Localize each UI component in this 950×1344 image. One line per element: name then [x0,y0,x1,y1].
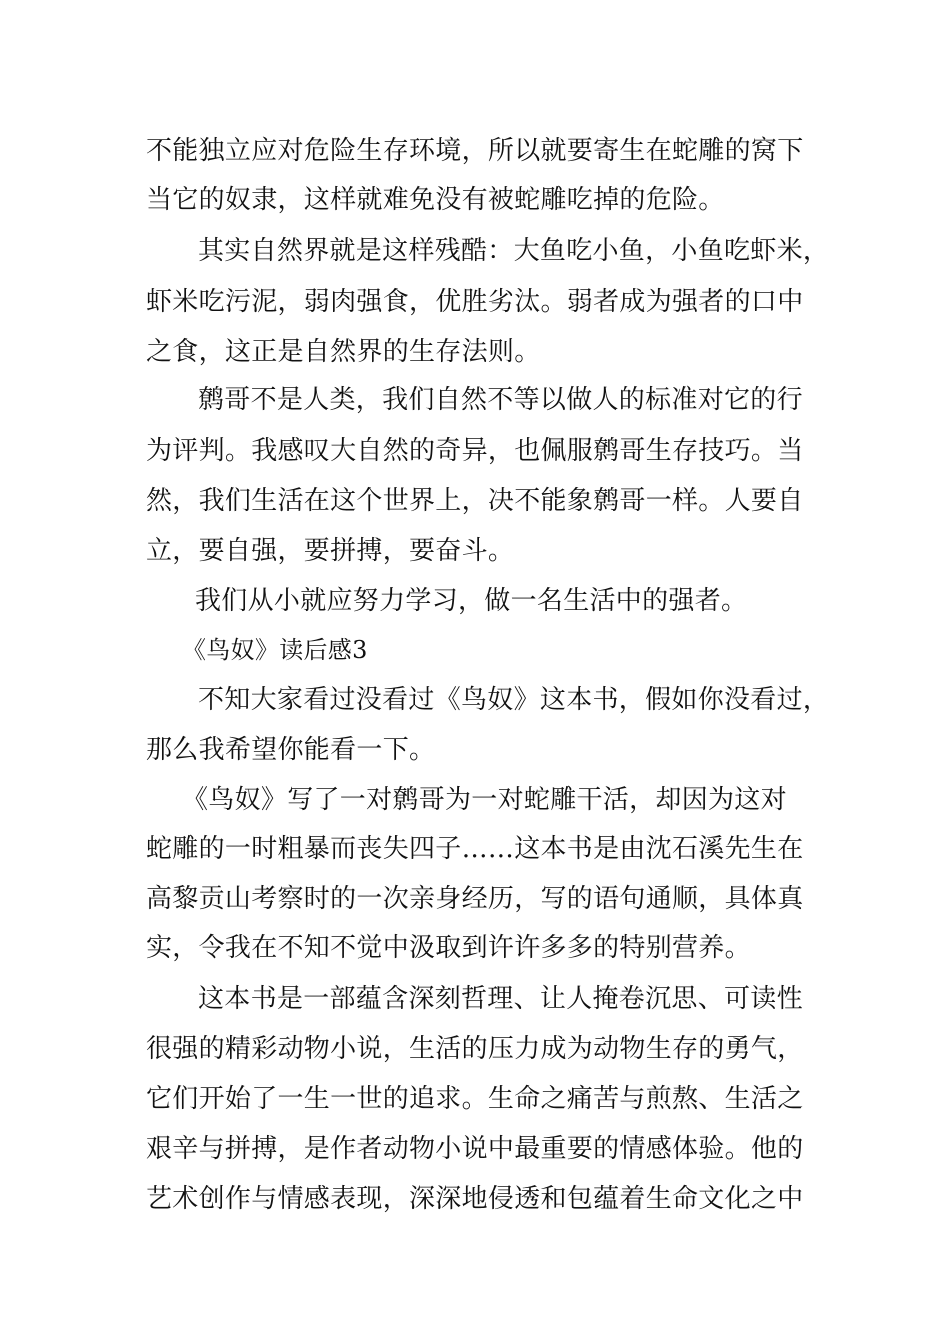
text-line: 艺术创作与情感表现，深深地侵透和包蕴着生命文化之中 [146,1184,804,1214]
paragraph-first-line: 不知大家看过没看过《鸟奴》这本书，假如你没看过， [198,685,830,715]
paragraph-first-line: 这本书是一部蕴含深刻哲理、让人掩卷沉思、可读性 [198,984,803,1014]
text-line: 不能独立应对危险生存环境，所以就要寄生在蛇雕的窝下 [146,136,804,166]
paragraph-first-line: 我们从小就应努力学习，做一名生活中的强者。 [195,586,748,616]
text-line: 那么我希望你能看一下。 [146,735,436,765]
text-line: 实，令我在不知不觉中汲取到许许多多的特别营养。 [146,933,751,963]
text-line: 很强的精彩动物小说，生活的压力成为动物生存的勇气， [146,1034,804,1064]
paragraph-first-line: 鹩哥不是人类，我们自然不等以做人的标准对它的行 [198,385,803,415]
text-line: 之食，这正是自然界的生存法则。 [146,337,541,367]
paragraph-first-line: 其实自然界就是这样残酷：大鱼吃小鱼，小鱼吃虾米， [198,236,830,266]
text-line: 艰辛与拼搏，是作者动物小说中最重要的情感体验。他的 [146,1134,804,1164]
text-line: 立，要自强，要拼搏，要奋斗。 [146,536,515,566]
section-heading: 《鸟奴》读后感3 [182,636,368,664]
text-line: 它们开始了一生一世的追求。生命之痛苦与煎熬、生活之 [146,1084,804,1114]
text-line: 当它的奴隶，这样就难免没有被蛇雕吃掉的危险。 [146,185,725,215]
text-line: 蛇雕的一时粗暴而丧失四子……这本书是由沈石溪先生在 [146,834,804,864]
text-line: 虾米吃污泥，弱肉强食，优胜劣汰。弱者成为强者的口中 [146,287,804,317]
text-line: 高黎贡山考察时的一次亲身经历，写的语句通顺，具体真 [146,884,804,914]
text-line: 为评判。我感叹大自然的奇异，也佩服鹩哥生存技巧。当 [146,436,804,466]
text-line: 然，我们生活在这个世界上，决不能象鹩哥一样。人要自 [146,486,804,516]
paragraph-first-line: 《鸟奴》写了一对鹩哥为一对蛇雕干活，却因为这对 [182,785,787,815]
